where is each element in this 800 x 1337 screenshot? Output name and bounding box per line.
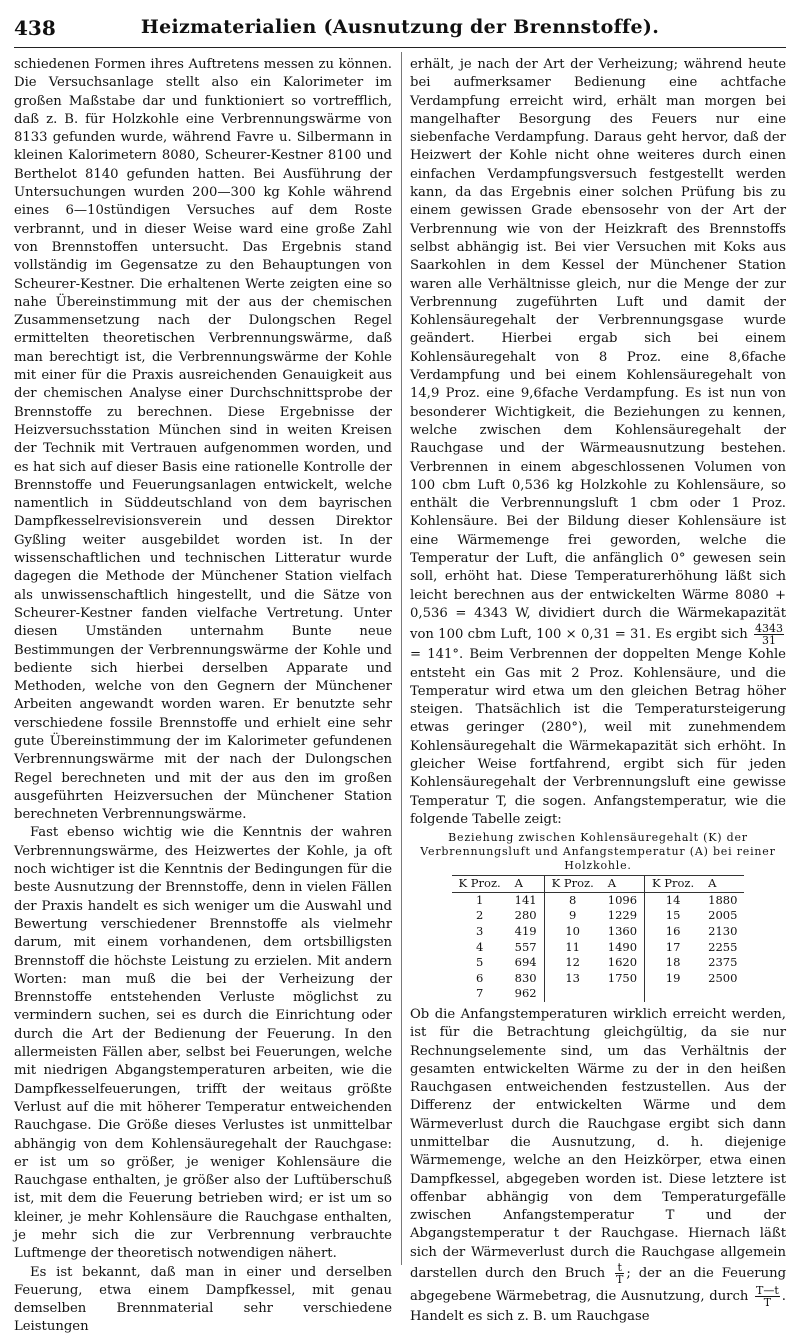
table-cell: 4 bbox=[475, 939, 484, 954]
table-cell: 1 bbox=[475, 892, 484, 907]
table-cell bbox=[601, 986, 645, 1002]
table-cell: 280 bbox=[514, 908, 537, 923]
table-cell: 15 bbox=[645, 908, 702, 924]
table-header-cell: K Proz. bbox=[544, 876, 601, 893]
table-cell: 7 bbox=[475, 986, 484, 1001]
table-header-cell: K Proz. bbox=[645, 876, 702, 893]
table-row bbox=[452, 892, 745, 908]
table-cell: 419 bbox=[514, 923, 537, 938]
table-cell: 10 bbox=[544, 924, 601, 940]
table-row bbox=[452, 986, 745, 1002]
table-cell: 1096 bbox=[607, 892, 638, 907]
table-cell bbox=[544, 986, 601, 1002]
table-header-row bbox=[452, 876, 745, 893]
table-cell: 14 bbox=[645, 892, 702, 908]
running-title: Heizmaterialien (Ausnutzung der Brennstoffe). bbox=[140, 16, 660, 38]
table-cell: 19 bbox=[645, 971, 702, 987]
table-cell: 2375 bbox=[708, 955, 738, 970]
right-paragraph-1-text: erhält, je nach der Art der Verheizung; während heute bei aufmerksamer Bedienung eine achtfache Verdampfung erreicht wird, erhält man morgen bei mangelhafter Besorgung des Feuers nur eine siebenfache Verdampfung. Daraus geht hervor, daß der Heizwert der Kohle nicht ohne weiteres durch einen einfachen Verdampfungsversuch festgestellt werden kann, da das Ergebnis einer solchen Prüfung bis zu einem gewissen Grade ebensosehr von der Art der Verbrennung wie von der Heizkraft des Brennstoffs selbst abhängig ist. Bei vier Versuchen mit Koks aus Saarkohlen in dem Kessel der Münchener Station waren alle Verhältnisse gleich, nur die Menge der zur Verbrennung zugeführten Luft und damit der Kohlensäuregehalt der Verbrennungsgase wurde geändert. Hierbei ergab sich bei einem Kohlensäuregehalt von 8 Proz. eine 8,6fache Verdampfung und bei einem Kohlensäuregehalt von 14,9 Proz. eine 9,6fache Verdampfung. Es ist nun von besonderer Wichtigkeit, die Beziehungen zu kennen, welche zwischen dem Kohlensäuregehalt der Rauchgase und der Wärmeausnutzung bestehen. Verbrennen in einem abgeschlossenen Volumen von 100 cbm Luft 0,536 kg Holzkohle zu Kohlensäure, so enthält die Verbrennungsluft 1 cbm oder 1 Proz. Kohlensäure. Bei der Bildung dieser Kohlensäure ist eine Wärmemenge frei geworden, welche die Temperatur der Luft, die anfänglich 0° gewesen sein soll, erhöht hat. Diese Temperaturerhöhung läßt sich leicht berechnen aus der entwickelten Wärme 8080 + 0,536 = 4343 W, dividiert durch die Wärmekapazität von 100 cbm Luft, 100 × 0,31 = 31. Es ergibt sich bbox=[410, 57, 786, 643]
left-paragraph-1: schiedenen Formen ihres Auftretens messen zu können. Die Versuchsanlage stellt also ein Kalorimeter im großen Maßstabe dar und funktioniert so vortrefflich, daß z. B. für Holzkohle eine Verbrennungswärme von 8133 gefunden wurde, während Favre u. Silbermann in kleinen Kalorimetern 8080, Scheurer-Kestner 8100 und Berthelot 8140 gefunden hatten. Bei Ausführung der Untersuchungen wurden 200—300 kg Kohle während eines 6—10stündigen Versuches auf dem Roste verbrannt, und in dieser Weise ward eine große Zahl von Brennstoffen untersucht. Das Ergebnis stand vollständig im Gegensatze zu den Behauptungen von Scheurer-Kestner. Die erhaltenen Werte zeigten eine so nahe Übereinstimmung mit der aus der chemischen Zusammensetzung nach der Dulongschen Regel ermittelten theoretischen Verbrennungswärme, daß man berechtigt ist, die Verbrennungswärme der Kohle mit einer für die Praxis ausreichenden Genauigkeit aus der chemischen Analyse einer Durchschnittsprobe der Brennstoffe zu berechnen. Diese Ergebnisse der Heizversuchsstation München sind in weiten Kreisen der Technik mit Vertrauen aufgenommen worden, und es hat sich auf dieser Basis eine rationelle Kontrolle der Brennstoffe und Feuerungsanlagen entwickelt, welche namentlich in Süddeutschland von dem bayrischen Dampfkesselrevisionsverein und dessen Direktor Gyßling weiter ausgebildet worden ist. In der wissenschaftlichen und technischen Litteratur wurde dagegen die Methode der Münchener Station vielfach als unwissenschaftlich hingestellt, und die Sätze von Scheurer-Kestner fanden vielfache Vertretung. Unter diesen Umständen unternahm Bunte neue Bestimmungen der Verbrennungswärme der Kohle und bediente sich hierbei derselben Apparate und Methoden, welche von den Gegnern der Münchener Arbeiten angewandt worden waren. Er benutzte sehr verschiedene fossile Brennstoffe und erhielt eine sehr gute Übereinstimmung der im Kalorimeter gefundenen Verbrennungswärme mit der nach der Dulongschen Regel berechneten und mit der aus den im großen ausgeführten Heizversuchen der Münchener Station berechneten Verbrennungswärme. bbox=[14, 57, 392, 823]
table-cell: 9 bbox=[544, 908, 601, 924]
table-cell: 8 bbox=[544, 892, 601, 908]
fraction-numerator: 4343 bbox=[755, 622, 783, 636]
table-cell: 1229 bbox=[607, 908, 638, 923]
table-row bbox=[452, 971, 745, 987]
fraction-denominator: T bbox=[763, 1296, 772, 1310]
table-row bbox=[452, 924, 745, 940]
table-cell: 830 bbox=[514, 970, 537, 985]
fraction-numerator: T—t bbox=[756, 1284, 779, 1298]
table-cell: 2 bbox=[475, 908, 484, 923]
table-cell: 962 bbox=[514, 986, 537, 1001]
table-cell: 6 bbox=[475, 970, 484, 985]
table-cell bbox=[645, 986, 702, 1002]
left-column bbox=[14, 56, 392, 1337]
table-cell: 1750 bbox=[607, 970, 638, 985]
header-rule bbox=[14, 47, 786, 48]
table-row bbox=[452, 940, 745, 956]
right-paragraph-2 bbox=[410, 1006, 786, 1326]
right-column bbox=[410, 56, 786, 1326]
fraction-denominator: 31 bbox=[762, 634, 776, 648]
table-row bbox=[452, 908, 745, 924]
table-cell: 141 bbox=[514, 892, 537, 907]
fraction-4343-31 bbox=[754, 623, 784, 646]
page-number: 438 bbox=[14, 16, 56, 40]
table-header-cell: A bbox=[701, 876, 744, 893]
fraction-denominator: T bbox=[616, 1273, 624, 1287]
fraction-T-minus-t-over-T bbox=[755, 1285, 780, 1308]
table-cell: 11 bbox=[544, 940, 601, 956]
table-cell: 2005 bbox=[708, 908, 738, 923]
table-cell: 2130 bbox=[708, 923, 738, 938]
table-cell: 18 bbox=[645, 955, 702, 971]
table-header-cell: A bbox=[601, 876, 645, 893]
table-cell: 5 bbox=[475, 955, 484, 970]
right-paragraph-1 bbox=[410, 56, 786, 829]
table-cell: 1620 bbox=[607, 955, 638, 970]
table-cell: 16 bbox=[645, 924, 702, 940]
table-row bbox=[452, 955, 745, 971]
table-header-cell: A bbox=[508, 876, 544, 893]
table-cell: 3 bbox=[475, 923, 484, 938]
column-divider bbox=[401, 52, 402, 1265]
table-cell bbox=[701, 986, 744, 1002]
page-header bbox=[14, 10, 786, 44]
left-paragraph-3: Es ist bekannt, daß man in einer und derselben Feuerung, etwa einem Dampfkessel, mit genau demselben Brennmaterial sehr verschiedene Leistungen bbox=[14, 1264, 392, 1335]
table-cell: 13 bbox=[544, 971, 601, 987]
table-cell: 1360 bbox=[607, 923, 638, 938]
table-caption: Beziehung zwischen Kohlensäuregehalt (K) der Verbrennungsluft und Anfangstemperatur (A) bei reiner Holzkohle. bbox=[420, 831, 776, 873]
table-cell: 1880 bbox=[708, 892, 738, 907]
right-paragraph-2-continued: ; der an die Feuerung abgegebene Wärmebetrag, die Ausnutzung, durch bbox=[410, 1266, 787, 1305]
table-cell: 557 bbox=[514, 939, 537, 954]
table-cell: 694 bbox=[514, 955, 537, 970]
table-cell: 1490 bbox=[607, 939, 638, 954]
temperature-table bbox=[452, 875, 745, 1002]
right-paragraph-2-end: . Handelt es sich z. B. um Rauchgase bbox=[410, 1289, 786, 1325]
left-paragraph-2: Fast ebenso wichtig wie die Kenntnis der wahren Verbrennungswärme, des Heizwertes der Kohle, ja oft noch wichtiger ist die Kenntnis der Bedingungen für die beste Ausnutzung der Brennstoffe, denn in vielen Fällen der Praxis handelt es sich weniger um die Auswahl und Bewertung verschiedener Brennstoffe als vielmehr darum, mit einem vorhandenen, dem ortsbilligsten Brennstoff die höchste Leistung zu erzielen. Mit andern Worten: man muß die bei der Verheizung der Brennstoffe entstehenden Verluste möglichst zu vermindern suchen, sei es durch die Einrichtung oder durch die Art der Bedienung der Feuerung. In den allermeisten Fällen aber, selbst bei Feuerungen, welche mit niedrigen Abgangstemperaturen arbeiten, wie die Dampfkesselfeuerungen, trifft der weitaus größte Verlust auf die mit höherer Temperatur entweichenden Rauchgase. Die Größe dieses Verlustes ist unmittelbar abhängig von dem Kohlensäuregehalt der Rauchgase: er ist um so größer, je weniger Kohlensäure die Rauchgase enthalten, je größer also der Luftüberschuß ist, mit dem die Feuerung betrieben wird; er ist um so kleiner, je mehr Kohlensäure die Rauchgase enthalten, je mehr sich die zur Verbrennung verbrauchte Luftmenge der theoretisch notwendigen nähert. bbox=[14, 825, 392, 1262]
fraction-numerator: t bbox=[615, 1262, 624, 1274]
table-cell: 2255 bbox=[708, 939, 738, 954]
table-cell: 17 bbox=[645, 940, 702, 956]
fraction-t-over-T bbox=[615, 1262, 624, 1285]
table-cell: 2500 bbox=[708, 970, 738, 985]
right-paragraph-2-text: Ob die Anfangstemperaturen wirklich erreicht werden, ist für die Betrachtung gleichgültig, da sie nur Rechnungselemente sind, um das Verhältnis der gesamten entwickelten Wärme zu der in den heißen Rauchgasen entweichenden festzustellen. Aus der Differenz der entwickelten Wärme und dem Wärmeverlust durch die Rauchgase ergibt sich dann unmittelbar die Ausnutzung, d. h. diejenige Wärmemenge, welche an den Heizkörper, etwa einen Dampfkessel, abgegeben worden ist. Diese letztere ist offenbar abhängig von dem Temperaturgefälle zwischen Anfangstemperatur T und der Abgangstemperatur t der Rauchgase. Hiernach läßt sich der Wärmeverlust durch die Rauchgase allgemein darstellen durch den Bruch bbox=[410, 1006, 786, 1282]
table-cell: 12 bbox=[544, 955, 601, 971]
table-header-cell: K Proz. bbox=[452, 876, 508, 893]
right-paragraph-1-continued: = 141°. Beim Verbrennen der doppelten Menge Kohle entsteht ein Gas mit 2 Proz. Kohlensäure, und die Temperatur wird etwa um den gleichen Betrag höher steigen. Thatsächlich ist die Temperatursteigerung etwas geringer (280°), weil mit zunehmendem Kohlensäuregehalt die Wärmekapazität sich erhöht. In gleicher Weise fortfahrend, ergibt sich für jeden Kohlensäuregehalt der Verbrennungsluft eine gewisse Temperatur T, die sogen. Anfangstemperatur, wie die folgende Tabelle zeigt: bbox=[410, 647, 786, 827]
